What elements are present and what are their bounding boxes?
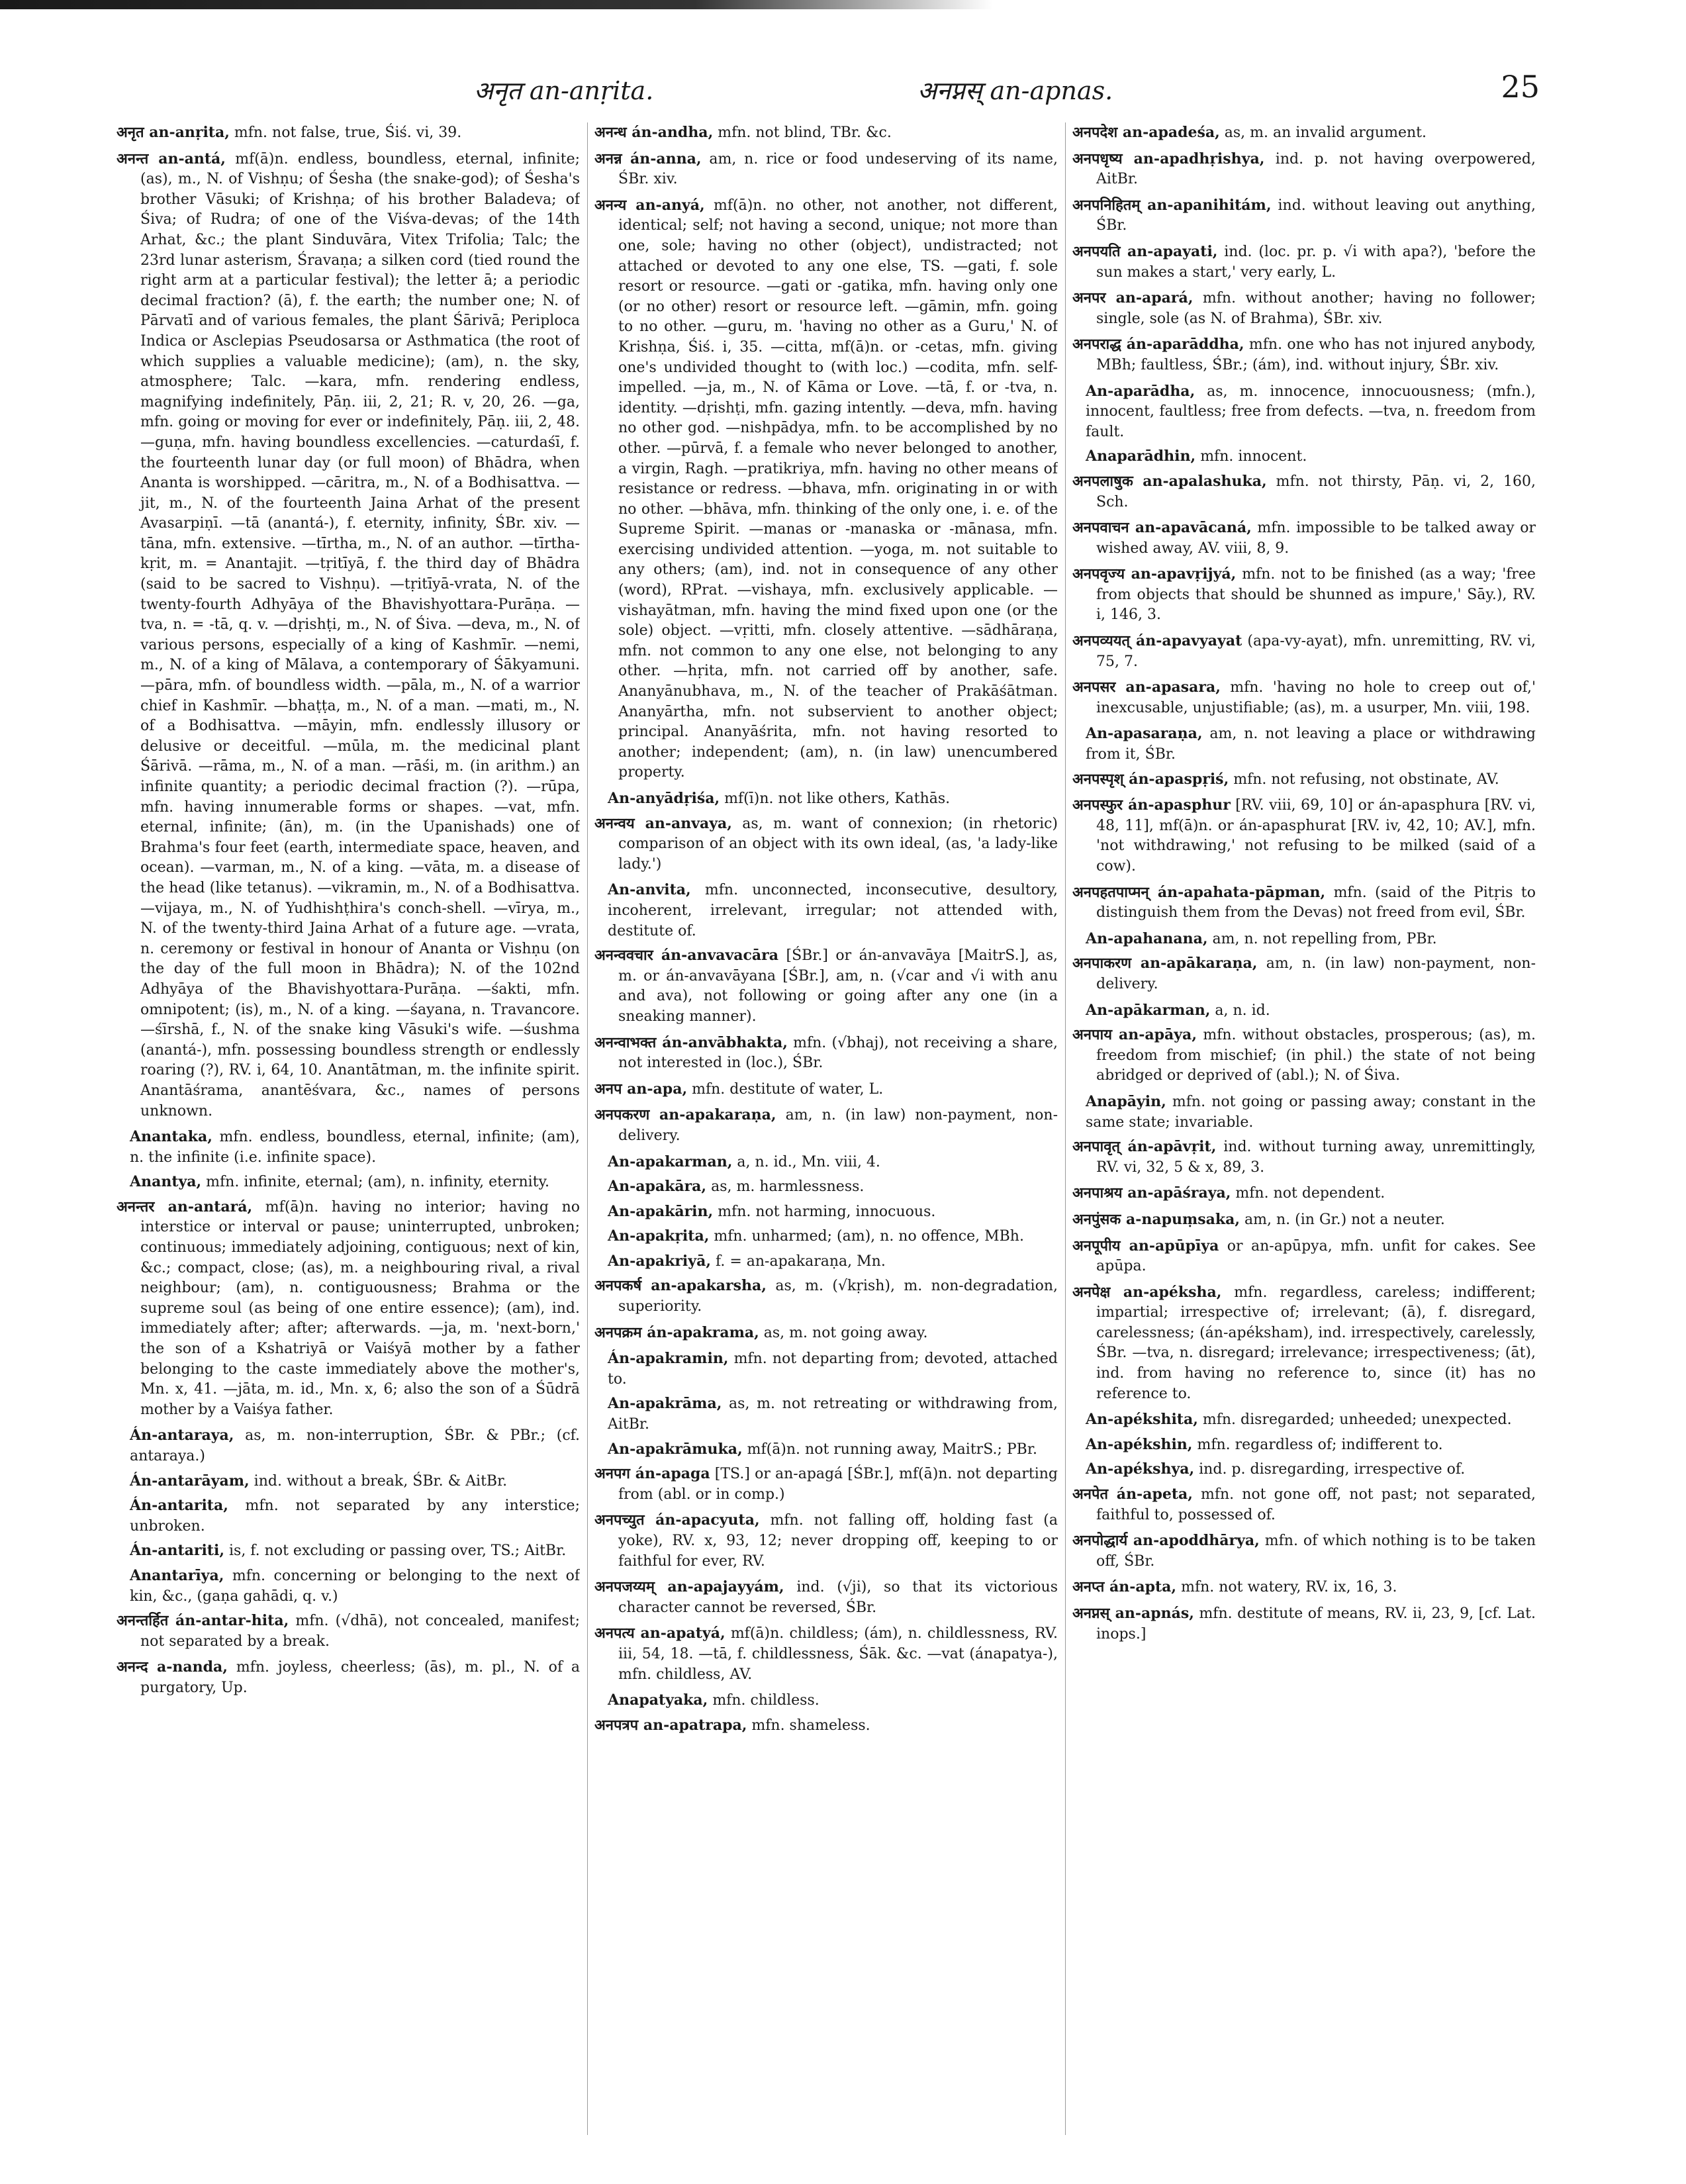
entry-definition: mfn. disregarded; unheeded; unexpected.	[1197, 1411, 1512, 1429]
entry-definition: mfn. not going or passing away; constant in the same state; invariable.	[1086, 1093, 1536, 1131]
dictionary-entry	[594, 1176, 1058, 1198]
dictionary-entry	[1072, 288, 1536, 329]
entry-definition: mfn. not departing from; devoted, attached to.	[608, 1351, 1058, 1388]
entry-definition: mfn. childless.	[708, 1692, 820, 1709]
entry-headword: An-anvita,	[608, 881, 691, 899]
entry-headword: अनपलाषुक an-apalashuka,	[1072, 472, 1267, 490]
entry-headword: An-aparādha,	[1086, 382, 1195, 400]
entry-definition: mfn. (said of the Pitṛis to distinguish them from the Devas) not freed from evil, ŚBr.	[1096, 884, 1536, 922]
dictionary-entry	[594, 1623, 1058, 1685]
dictionary-entry	[117, 1566, 580, 1607]
column-2	[594, 122, 1058, 2148]
entry-definition: mf(ā)n. not running away, MaitrS.; PBr.	[742, 1441, 1037, 1458]
entry-definition: ind. (loc. pr. p. √i with apa?), 'before the sun makes a start,' very early, L.	[1096, 243, 1536, 281]
entry-headword: अनपस्पृश् án-apaspṛiś,	[1072, 770, 1229, 788]
dictionary-entry	[594, 1323, 1058, 1344]
dictionary-entry	[117, 1496, 580, 1537]
entry-definition: am, n. not leaving a place or withdrawing from it, ŚBr.	[1086, 726, 1536, 763]
entry-headword: Án-antariti,	[130, 1542, 224, 1560]
dictionary-entry	[1072, 631, 1536, 672]
dictionary-entry	[1072, 1092, 1536, 1133]
entry-headword: अनपग án-apaga	[594, 1465, 710, 1483]
entry-definition: as, m. (√kṛish), m. non-degradation, superiority.	[618, 1278, 1058, 1315]
entry-definition: [ŚBr.] or án-anvavāya [MaitrS.], as, m. or án-anvavāyana [ŚBr.], am, n. (√car and √i with anu and ava), not following or going after any one (in a sneaking manner).	[618, 947, 1058, 1025]
entry-definition: am, n. (in law) non-payment, non-delivery.	[1096, 955, 1536, 992]
entry-headword: अनपहतपाप्मन् án-apahata-pāpman,	[1072, 883, 1326, 901]
entry-definition: am, n. (in Gr.) not a neuter.	[1240, 1211, 1445, 1228]
dictionary-entry	[117, 1657, 580, 1698]
entry-definition: mfn. joyless, cheerless; (ās), m. pl., N. of a purgatory, Up.	[140, 1659, 580, 1696]
entry-definition: mfn. unconnected, inconsecutive, desultory, incoherent, irrelevant, irregular; not attended with, destitute of.	[608, 882, 1058, 939]
dictionary-entry	[594, 1577, 1058, 1618]
entry-headword: अनपसर an-apasara,	[1072, 679, 1221, 696]
column-3	[1072, 122, 1536, 2148]
entry-headword: अनपराद्ध án-aparāddha,	[1072, 336, 1244, 354]
entry-headword: An-apakriyā,	[608, 1252, 711, 1270]
dictionary-entry	[1072, 1459, 1536, 1480]
entry-definition: mfn. not thirsty, Pāṇ. vi, 2, 160, Sch.	[1096, 473, 1536, 510]
column-divider-1	[587, 122, 588, 2135]
dictionary-entry	[1072, 929, 1536, 950]
entry-definition: mfn. not false, true, Śiś. vi, 39.	[229, 124, 462, 141]
entry-headword: अनपाय an-apāya,	[1072, 1026, 1197, 1044]
dictionary-entry	[594, 122, 1058, 144]
dictionary-entry	[1072, 195, 1536, 236]
entry-headword: अनपदेश an-apadeśa,	[1072, 124, 1220, 141]
dictionary-entry	[117, 122, 580, 144]
entry-headword: An-apakarman,	[608, 1153, 733, 1170]
dictionary-entry	[1072, 471, 1536, 512]
dictionary-entry	[117, 1197, 580, 1421]
entry-headword: अनपुंसक a-napuṃsaka,	[1072, 1210, 1241, 1228]
entry-headword: अनपव्ययत् án-apavyayat	[1072, 632, 1242, 650]
entry-definition: am, n. not repelling from, PBr.	[1207, 930, 1437, 947]
entry-headword: Anantaka,	[130, 1128, 212, 1146]
entry-headword: अनृत an-anṛita,	[117, 124, 230, 141]
entry-definition: mfn. not harming, innocuous.	[713, 1203, 936, 1220]
entry-headword: Án-antarāyam,	[130, 1472, 250, 1490]
dictionary-entry	[1072, 769, 1536, 790]
dictionary-entry	[1072, 1603, 1536, 1644]
entry-headword: अनपूपीय an-apūpīya	[1072, 1237, 1219, 1255]
entry-definition: or an-apūpya, mfn. unfit for cakes. See apūpa.	[1096, 1237, 1536, 1275]
entry-headword: Án-apakramin,	[608, 1350, 729, 1368]
entry-definition: as, m. an invalid argument.	[1219, 124, 1427, 141]
dictionary-entry	[1072, 953, 1536, 994]
page-header	[117, 69, 1540, 113]
entry-headword: अनप्त án-apta,	[1072, 1578, 1177, 1596]
dictionary-entry	[1072, 518, 1536, 559]
dictionary-entry	[594, 945, 1058, 1027]
entry-definition: mfn. not to be finished (as a way; 'free from objects that should be shunned as impure,' Sāy.), RV. i, 146, 3.	[1096, 566, 1536, 624]
entry-definition: mfn. not separated by any interstice; unbroken.	[130, 1497, 580, 1535]
dictionary-entry	[1072, 1577, 1536, 1598]
dictionary-entry	[594, 1439, 1058, 1460]
dictionary-entry	[594, 1105, 1058, 1146]
dictionary-entry	[1072, 1531, 1536, 1572]
entry-definition: (apa-vy-ayat), mfn. unremitting, RV. vi, 75, 7.	[1096, 633, 1536, 670]
entry-headword: An-apahanana,	[1086, 929, 1208, 947]
entry-headword: Án-antaraya,	[130, 1427, 234, 1445]
entry-headword: अनन्य an-anyá,	[594, 196, 705, 214]
dictionary-entry	[594, 1079, 1058, 1100]
dictionary-entry	[1072, 1484, 1536, 1525]
dictionary-entry	[594, 1690, 1058, 1711]
entry-headword: An-apékshya,	[1086, 1460, 1195, 1478]
entry-headword: An-apākarman,	[1086, 1001, 1211, 1019]
entry-definition: mfn. shameless.	[747, 1717, 870, 1734]
dictionary-entry	[1072, 1236, 1536, 1277]
entry-definition: mfn. without obstacles, prosperous; (as), m. freedom from mischief; (in phil.) the state of not being abridged or deprived of (abl.); N. of Śiva.	[1096, 1027, 1536, 1084]
dictionary-entry	[1072, 564, 1536, 626]
dictionary-entry	[594, 1394, 1058, 1435]
entry-headword: अनप्नस् an-apnás,	[1072, 1605, 1194, 1622]
entry-headword: Anantya,	[130, 1173, 202, 1191]
entry-definition: as, m. innocence, innocuousness; (mfn.), innocent, faultless; free from defects. —tva, n. freedom from fault.	[1086, 383, 1536, 440]
scan-edge-shadow	[0, 0, 993, 9]
dictionary-entry	[1072, 724, 1536, 765]
dictionary-entry	[1072, 677, 1536, 718]
entry-definition: mfn. (√bhaj), not receiving a share, not interested in (loc.), ŚBr.	[618, 1034, 1058, 1072]
entry-headword: Anapāyin,	[1086, 1092, 1166, 1110]
entry-headword: अनपत्रप an-apatrapa,	[594, 1716, 747, 1734]
running-head-left: अनृत an-anṛita.	[474, 76, 654, 105]
entry-definition: ind. p. disregarding, irrespective of.	[1194, 1461, 1466, 1478]
entry-headword: An-apakrāmuka,	[608, 1440, 743, 1458]
entry-headword: अनन्त an-antá,	[117, 150, 226, 167]
dictionary-entry	[594, 814, 1058, 875]
dictionary-entry	[594, 149, 1058, 190]
dictionary-entry	[594, 1226, 1058, 1247]
entry-definition: am, n. (in law) non-payment, non-delivery.	[618, 1107, 1058, 1144]
entry-headword: अनपच्युत án-apacyuta,	[594, 1511, 760, 1529]
dictionary-entry	[1072, 149, 1536, 190]
dictionary-entry	[594, 1510, 1058, 1572]
dictionary-entry	[594, 880, 1058, 941]
entry-headword: अनपजय्यम् an-apajayyám,	[594, 1578, 784, 1596]
entry-headword: An-apasaraṇa,	[1086, 725, 1203, 743]
dictionary-entry	[1072, 1183, 1536, 1204]
entry-headword: अनपाकरण an-apākaraṇa,	[1072, 955, 1258, 973]
dictionary-entry	[1072, 122, 1536, 144]
entry-definition: as, m. non-interruption, ŚBr. & PBr.; (cf. antaraya.)	[130, 1427, 580, 1464]
dictionary-entry	[1072, 1137, 1536, 1178]
dictionary-entry	[594, 1715, 1058, 1736]
entry-headword: अनपर an-apará,	[1072, 289, 1194, 307]
running-head-center: अनप्नस् an-apnas.	[917, 76, 1113, 105]
entry-definition: mfn. one who has not injured anybody, MBh; faultless, ŚBr.; (ám), ind. without injury, ŚBr. xiv.	[1096, 336, 1536, 373]
entry-headword: अनपकर्ष an-apakarsha,	[594, 1277, 767, 1295]
entry-definition: ind. p. not having overpowered, AitBr.	[1096, 150, 1536, 188]
entry-definition: mf(ī)n. not like others, Kathās.	[720, 790, 951, 807]
dictionary-entry	[594, 1349, 1058, 1390]
entry-definition: [RV. viii, 69, 10] or án-apasphura [RV. vi, 48, 11], mf(ā)n. or án-apasphurat [RV. iv, 42, 10; AV.], mfn. 'not withdrawing,' not refusing to be milked (said of a cow).	[1096, 797, 1536, 875]
entry-definition: mfn. concerning or belonging to the next of kin, &c., (gaṇa gahādi, q. v.)	[130, 1567, 580, 1605]
entry-definition: mf(ā)n. childless; (ám), n. childlessness, RV. iii, 54, 18. —tā, f. childlessness, Śāk. &c. —vat (ánapatya-), mfn. childless, AV.	[618, 1625, 1058, 1683]
entry-definition: a, n. id.	[1210, 1002, 1270, 1019]
page-number: 25	[1501, 69, 1540, 105]
entry-definition: ind. without a break, ŚBr. & AitBr.	[249, 1472, 508, 1490]
entry-headword: अनपोद्धार्य an-apoddhārya,	[1072, 1532, 1260, 1550]
entry-headword: अनन्तर्हित án-antar-hita,	[117, 1612, 289, 1630]
entry-definition: mfn. not refusing, not obstinate, AV.	[1229, 771, 1499, 788]
entry-headword: अनपवृज्य an-apavṛijyá,	[1072, 565, 1237, 583]
entry-definition: f. = an-apakaraṇa, Mn.	[710, 1253, 886, 1270]
entry-headword: अनन्द a-nanda,	[117, 1658, 228, 1676]
dictionary-entry	[594, 1033, 1058, 1074]
entry-headword: अनन्तर an-antará,	[117, 1198, 253, 1215]
entry-headword: अनपत्य an-apatyá,	[594, 1625, 726, 1642]
entry-definition: ind. without turning away, unremittingly, RV. vi, 32, 5 & x, 89, 3.	[1096, 1139, 1536, 1176]
dictionary-entry	[1072, 795, 1536, 877]
dictionary-entry	[117, 1425, 580, 1466]
entry-definition: mf(ā)n. having no interior; having no interstice or interval or pause; uninterrupted, unbroken; continuous; immediately adjoining, contiguous; next of kin, &c.; compact, close; (as), m. a neighbouring rival, a rival neighbour; (am), n. contiguousness; Brahma or the supreme soul (as being of one entire essence); (am), ind. immediately after; after; afterwards. —ja, m. 'next-born,' the son of a Kshatriyā or Vaiśyā mother by a father belonging to the caste immediately above the mother's, Mn. x, 41. —jāta, m. id., Mn. x, 6; also the son of a Śūdrā mother by a Vaiśya father.	[140, 1198, 580, 1418]
entry-definition: as, m. harmlessness.	[706, 1178, 865, 1196]
dictionary-entry	[594, 788, 1058, 810]
entry-definition: mf(ā)n. no other, not another, not different, identical; self; not having a second, unique; not more than one, sole; having no other (object), undistracted; not attached or devoted to any one else, TS. —gati, f. sole resort or resource. —gati or -gatika, mfn. having only one (or no other) resort or resource left. —gāmin, mfn. going to no other. —guru, m. 'having no other as a Guru,' N. of Krishṇa, Śiś. i, 35. —citta, mf(ā)n. or -cetas, mfn. giving one's undivided thought to (with loc.) —codita, mfn. self-impelled. —ja, m., N. of Kāma or Love. —tā, f. or -tva, n. identity. —dṛishṭi, mfn. gazing intently. —deva, mfn. having no other god. —nishpādya, mfn. to be accomplished by no other. —pūrvā, f. a female who never belonged to another, a virgin, Ragh. —pratikriya, mfn. having no other means of resistance or redress. —bhava, mfn. originating in or with no other. —bhāva, mfn. thinking of the only one, i. e. of the Supreme Spirit. —manas or -manaska or -mānasa, mfn. exercising undivided attention. —yoga, m. not suitable to any others; (am), ind. not in consequence of any other (word), RPrat. —vishaya, mfn. exclusively applicable. —vishayātman, mfn. having the mind fixed upon one (or the sole) object. —vṛitti, mfn. closely attentive. —sādhāraṇa, mfn. not common to any one else, not belonging to any other. —hṛita, mfn. not carried off by another, safe. Ananyānubhava, m., N. of the teacher of Prakāśātman. Ananyārtha, mfn. not subservient to another object; principal. Ananyāśrita, mfn. not having resorted to another; independent; (am), n. (in law) unencumbered property.	[618, 197, 1058, 781]
dictionary-entry	[1072, 334, 1536, 375]
entry-headword: अनपक्रम án-apakrama,	[594, 1323, 759, 1341]
entry-headword: An-apakārin,	[608, 1202, 714, 1220]
entry-headword: अनपधृष्य an-apadhṛishya,	[1072, 150, 1265, 167]
entry-definition: mfn. not falling off, holding fast (a yoke), RV. x, 93, 12; never dropping off, keeping to or faithful for ever, RV.	[618, 1512, 1058, 1570]
dictionary-entry	[117, 1172, 580, 1193]
entry-headword: अनपस्फुर án-apasphur	[1072, 796, 1231, 814]
entry-headword: अनप an-apa,	[594, 1080, 688, 1098]
entry-definition: mfn. unharmed; (am), n. no offence, MBh.	[709, 1228, 1024, 1245]
entry-definition: mfn. destitute of means, RV. ii, 23, 9, [cf. Lat. inops.]	[1096, 1605, 1536, 1642]
entry-definition: mfn. innocent.	[1195, 448, 1307, 465]
dictionary-entry	[117, 1127, 580, 1168]
dictionary-entry	[1072, 1025, 1536, 1086]
entry-definition: mfn. infinite, eternal; (am), n. infinity, eternity.	[201, 1174, 550, 1191]
dictionary-entry	[1072, 1000, 1536, 1021]
entry-definition: as, m. not retreating or withdrawing from, AitBr.	[608, 1396, 1058, 1433]
entry-headword: An-apékshita,	[1086, 1411, 1198, 1429]
dictionary-entry	[1072, 242, 1536, 283]
entry-headword: अनन्वय an-anvaya,	[594, 814, 732, 832]
entry-headword: Anantarīya,	[130, 1566, 224, 1584]
entry-definition: ind. without leaving out anything, ŚBr.	[1096, 197, 1536, 234]
entry-headword: अनपेत án-apeta,	[1072, 1486, 1193, 1503]
entry-definition: mfn. destitute of water, L.	[687, 1080, 884, 1098]
dictionary-entry	[594, 1464, 1058, 1505]
entry-headword: अनपयति an-apayati,	[1072, 242, 1218, 260]
dictionary-entry	[1072, 381, 1536, 443]
entry-definition: mfn. not blind, TBr. &c.	[713, 124, 892, 141]
entry-headword: अनपनिहितम् an-apanihitám,	[1072, 196, 1272, 214]
entry-headword: An-anyādṛiśa,	[608, 790, 720, 807]
entry-definition: a, n. id., Mn. viii, 4.	[732, 1153, 880, 1170]
entry-definition: [TS.] or an-apagá [ŚBr.], mf(ā)n. not departing from (abl. or in comp.)	[618, 1466, 1058, 1503]
entry-headword: अनपकरण an-apakaraṇa,	[594, 1106, 776, 1124]
dictionary-entry	[1072, 1435, 1536, 1456]
entry-headword: अनपेक्ष an-apéksha,	[1072, 1283, 1222, 1301]
column-divider-2	[1065, 122, 1066, 2135]
entry-headword: Anaparādhin,	[1086, 448, 1196, 465]
dictionary-entry	[117, 1611, 580, 1652]
entry-headword: An-apakāra,	[608, 1178, 707, 1196]
dictionary-entry	[594, 1202, 1058, 1223]
entry-headword: अनन्न án-anna,	[594, 150, 702, 167]
dictionary-entry	[1072, 882, 1536, 924]
entry-definition: as, m. want of connexion; (in rhetoric) comparison of an object with its own ideal, (as, 'a lady-like lady.')	[618, 815, 1058, 873]
entry-headword: Anapatyaka,	[608, 1691, 708, 1709]
entry-definition: mfn. (√dhā), not concealed, manifest; not separated by a break.	[140, 1613, 580, 1650]
entry-definition: as, m. not going away.	[759, 1324, 928, 1341]
dictionary-entry	[594, 1152, 1058, 1173]
dictionary-entry	[117, 1541, 580, 1562]
dictionary-entry	[117, 1471, 580, 1492]
entry-headword: अनपावृत् án-apāvṛit,	[1072, 1138, 1217, 1156]
entry-headword: An-apakrāma,	[608, 1395, 722, 1413]
entry-headword: अनपाश्रय an-apāśraya,	[1072, 1184, 1231, 1202]
entry-headword: An-apakṛita,	[608, 1227, 710, 1245]
dictionary-entry	[594, 1276, 1058, 1317]
entry-definition: ind. (√ji), so that its victorious character cannot be reversed, ŚBr.	[618, 1579, 1058, 1616]
column-1	[117, 122, 580, 2148]
entry-definition: mfn. not watery, RV. ix, 16, 3.	[1176, 1579, 1397, 1596]
entry-definition: is, f. not excluding or passing over, TS.; AitBr.	[224, 1543, 567, 1560]
dictionary-entry	[1072, 1282, 1536, 1405]
entry-definition: mfn. impossible to be talked away or wished away, AV. viii, 8, 9.	[1096, 520, 1536, 557]
entry-definition: mfn. not dependent.	[1231, 1185, 1385, 1202]
dictionary-entry	[1072, 446, 1536, 467]
entry-definition: mfn. regardless of; indifferent to.	[1192, 1436, 1443, 1453]
entry-headword: अनपवाचन an-apavācaná,	[1072, 519, 1252, 537]
entry-headword: अनन्ध án-andha,	[594, 124, 714, 141]
dictionary-entry	[117, 149, 580, 1122]
entry-definition: am, n. rice or food undeserving of its name, ŚBr. xiv.	[618, 150, 1058, 188]
dictionary-entry	[594, 1251, 1058, 1272]
entry-definition: mfn. endless, boundless, eternal, infinite; (am), n. the infinite (i.e. infinite space).	[130, 1129, 580, 1166]
entry-headword: अनन्वाभक्त án-anvābhakta,	[594, 1033, 788, 1051]
entry-definition: mfn. regardless, careless; indifferent; impartial; irrespective of; irrelevant; (ā), f. disregard, carelessness; (án-apéksham), ind. irrespectively, carelessly, ŚBr. —tva, n. disregard; irrelevance; irrespectiveness; (āt), ind. from having no reference to, since (it) has no reference to.	[1096, 1284, 1536, 1402]
entry-headword: Án-antarita,	[130, 1497, 228, 1515]
entry-headword: An-apékshin,	[1086, 1435, 1193, 1453]
entry-definition: mfn. not gone off, not past; not separated, faithful to, possessed of.	[1096, 1486, 1536, 1523]
entry-definition: mf(ā)n. endless, boundless, eternal, infinite; (as), m., N. of Vishṇu; of Śesha (the snake-god); of Śesha's brother Vāsuki; of Krishṇa; of his brother Baladeva; of Śiva; of Rudra; of one of the Viśva-devas; of the 14th Arhat, &c.; the plant Sinduvāra, Vitex Trifolia; Talc; the 23rd lunar asterism, Śravaṇa; a silken cord (tied round the right arm at a particular festival); the letter ā; a periodic decimal fraction? (ā), f. the earth; the number one; N. of Pārvatī and of various females, the plant Śārivā; Periploca Indica or Asclepias Pseudosarsa or Asthmatica (the root of which supplies a valuable medicine); (am), n. the sky, atmosphere; Talc. —kara, mfn. rendering endless, magnifying indefinitely, Pāṇ. iii, 2, 21; R. v, 20, 26. —ga, mfn. going or moving for ever or indefinitely, Pāṇ. iii, 2, 48. —guṇa, mfn. having boundless excellencies. —caturdaśī, f. the fourteenth lunar day (or full moon) of Bhādra, when Ananta is worshipped. —cāritra, m., N. of a Bodhisattva. —jit, m., N. of the fourteenth Jaina Arhat of the present Avasarpiṇī. —tā (anantá-), f. eternity, infinity, ŚBr. xiv. —tāna, mfn. extensive. —tīrtha, m., N. of an author. —tīrtha-kṛit, m. = Anantajit. —tṛitīyā, f. the third day of Bhādra (said to be sacred to Vishṇu). —tṛitīyā-vrata, N. of the twenty-fourth Adhyāya of the Bhavishyottara-Purāṇa. —tva, n. = -tā, q. v. —dṛishṭi, m., N. of Śiva. —deva, m., N. of various persons, especially of a king of Kashmīr. —nemi, m., N. of a king of Mālava, a contemporary of Śākyamuni. —pāra, mfn. of boundless width. —pāla, m., N. of a warrior chief in Kashmīr. —bhaṭṭa, m., N. of a man. —mati, m., N. of a Bodhisattva. —māyin, mfn. endlessly illusory or delusive or deceitful. —mūla, m. the medicinal plant Śārivā. —rāma, m., N. of a man. —rāśi, m. (in arithm.) an infinite quantity; a periodic decimal fraction (?). —rūpa, mfn. having innumerable forms or shapes. —vat, mfn. eternal, infinite; (ān), m. (in the Upanishads) one of Brahma's four feet (earth, intermediate space, heaven, and ocean). —varman, m., N. of a king. —vāta, m. a disease of the head (like tetanus). —vikramin, m., N. of a Bodhisattva. —vijaya, m., N. of Yudhishṭhira's conch-shell. —vīrya, m., N. of the twenty-third Jaina Arhat of a future age. —vrata, n. ceremony or festival in honour of Ananta or Vishṇu (on the day of the full moon in Bhādra); N. of the 102nd Adhyāya of the Bhavishyottara-Purāṇa. —śakti, mfn. omnipotent; (is), m., N. of a king. —śayana, n. Travancore. —śīrshā, f., N. of the snake king Vāsuki's wife. —śushma (anantá-), mfn. possessing boundless strength or endlessly roaring (?), RV. i, 64, 10. Anantātman, m. the infinite spirit. Anantāśrama, anantēśvara, &c., names of persons unknown.	[140, 150, 580, 1119]
dictionary-entry	[1072, 1409, 1536, 1431]
entry-definition: mfn. 'having no hole to creep out of,' inexcusable, unjustifiable; (as), m. a usurper, Mn. viii, 198.	[1096, 679, 1536, 716]
dictionary-entry	[594, 195, 1058, 783]
dictionary-entry	[1072, 1210, 1536, 1231]
entry-headword: अनन्ववचार án-anvavacāra	[594, 947, 779, 965]
entry-definition: mfn. without another; having no follower; single, sole (as N. of Brahma), ŚBr. xiv.	[1096, 290, 1536, 327]
entry-definition: mfn. of which nothing is to be taken off, ŚBr.	[1096, 1533, 1536, 1570]
